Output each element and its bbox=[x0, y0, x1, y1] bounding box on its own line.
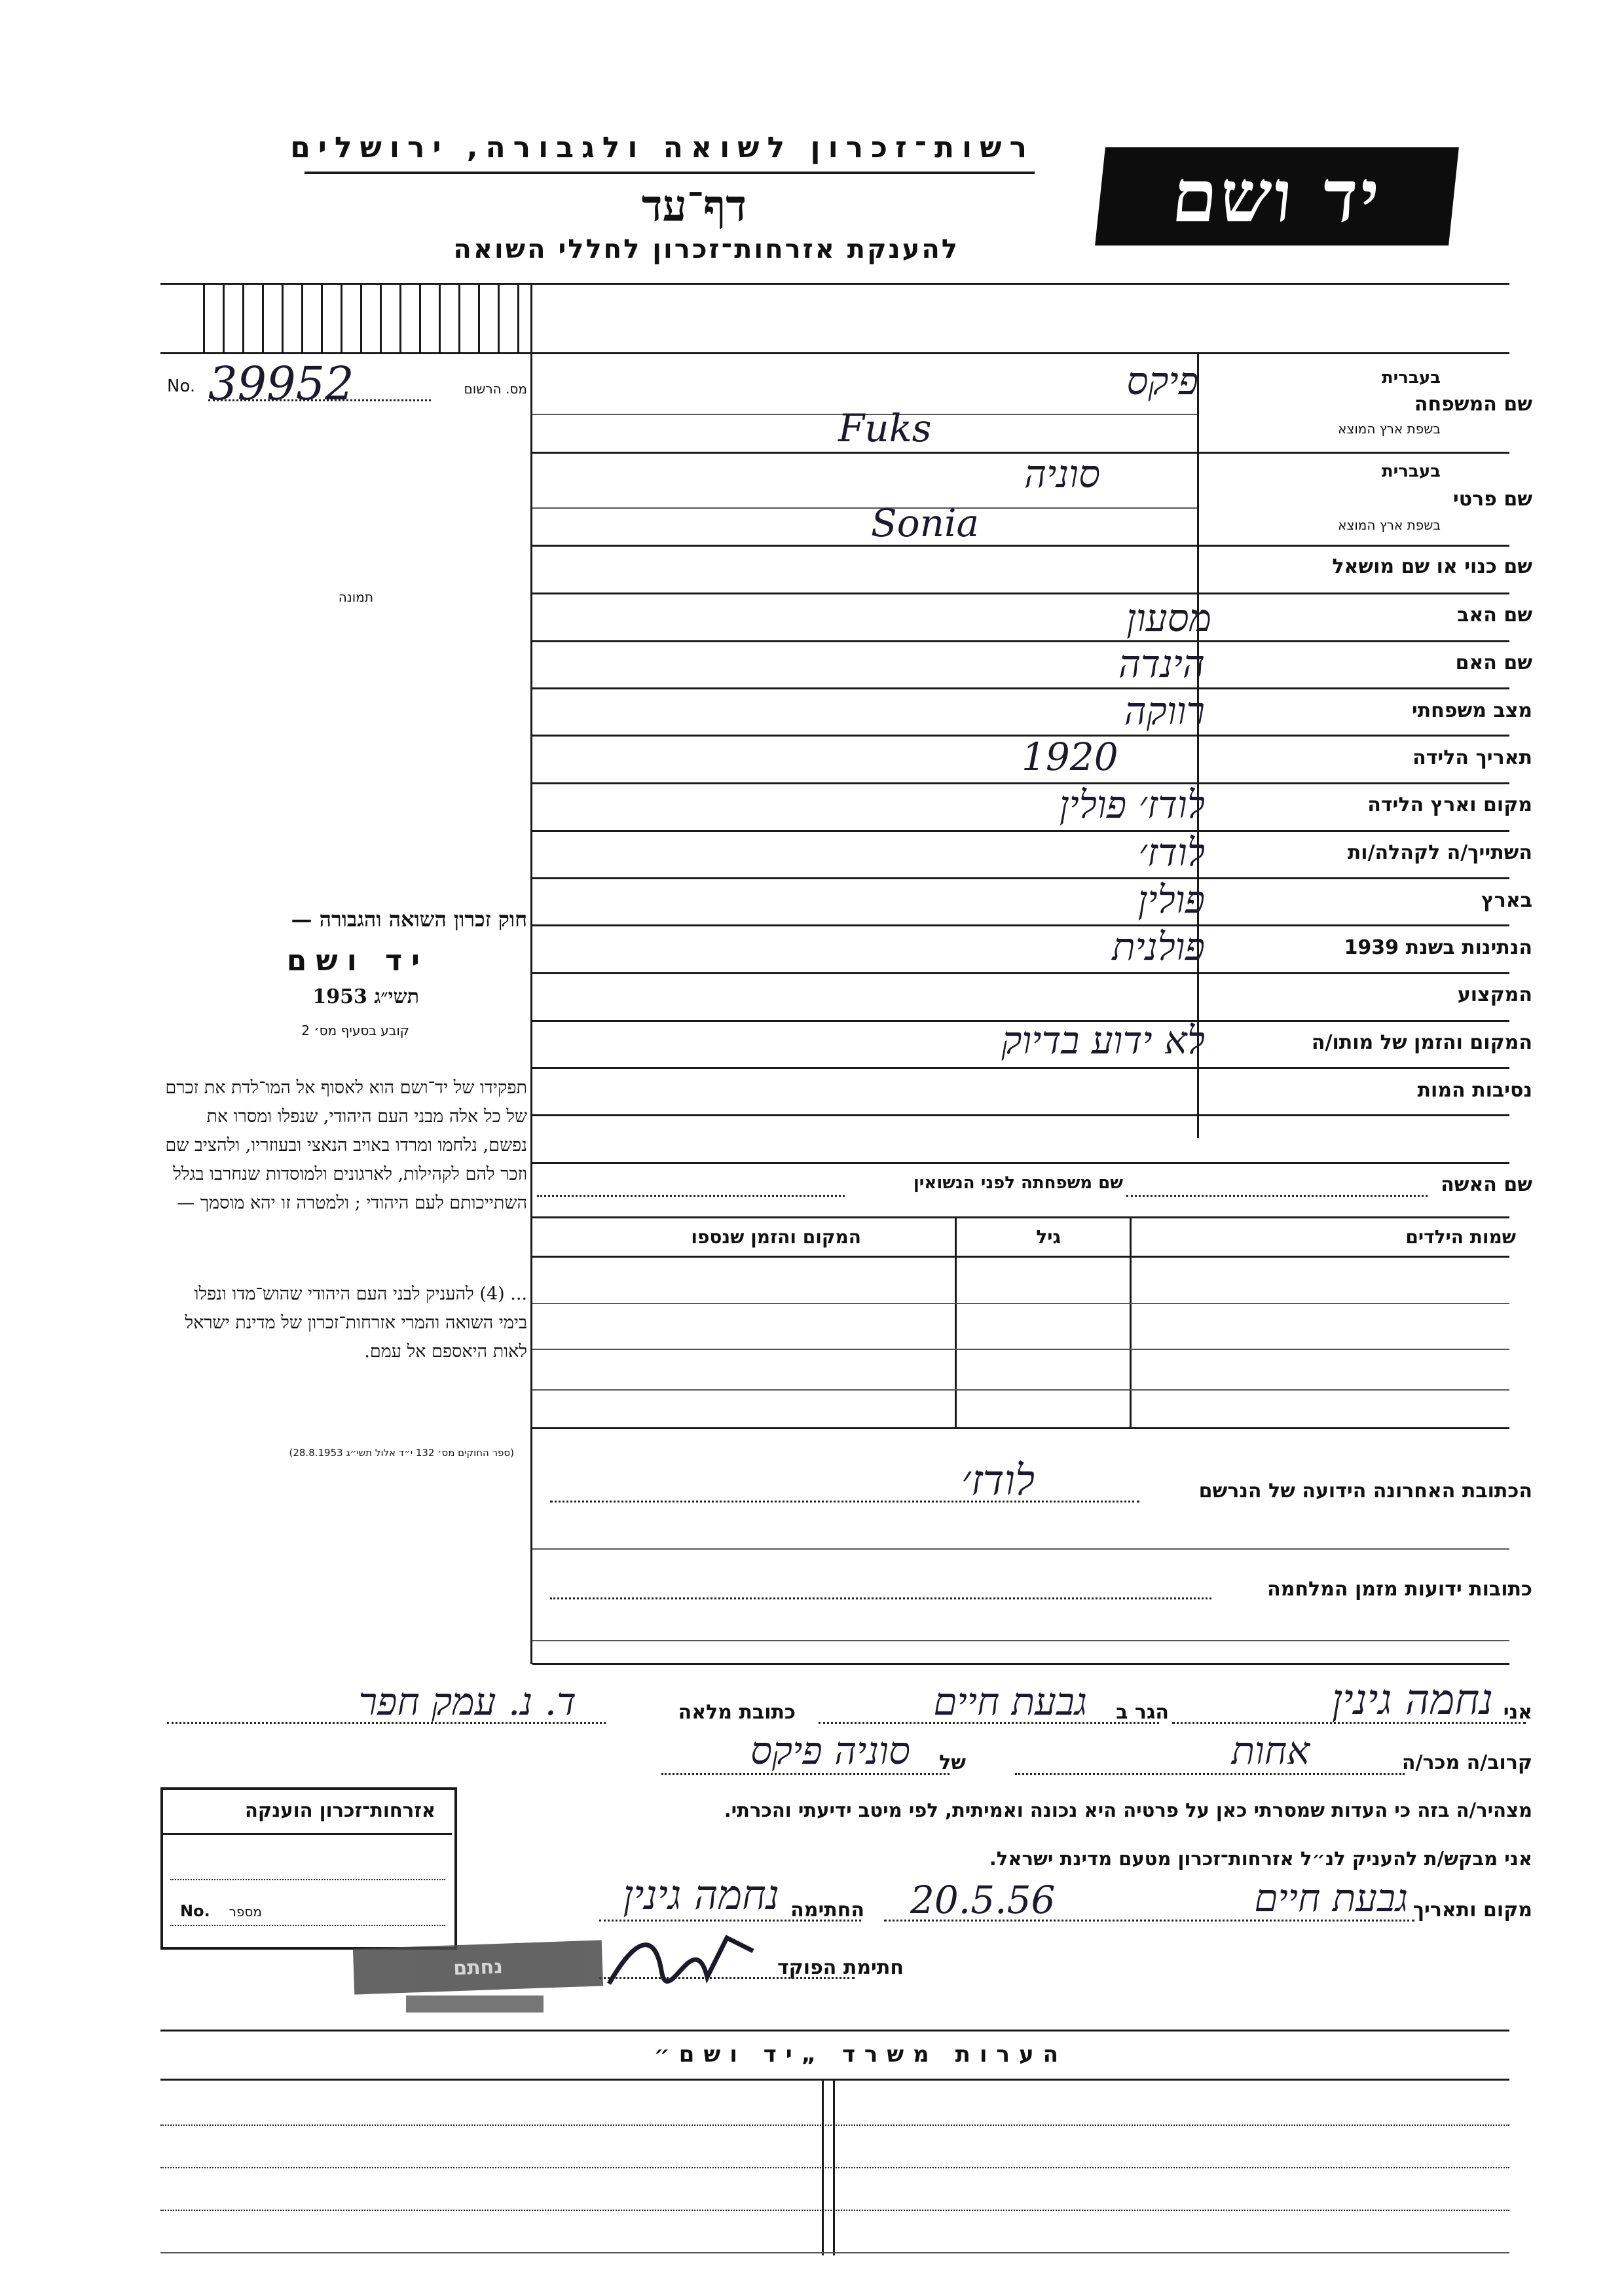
strip-box-line bbox=[341, 283, 342, 352]
citizenship-box-dotline bbox=[170, 1925, 445, 1926]
wife-label: שם האשה bbox=[1441, 1173, 1532, 1196]
row-line bbox=[532, 735, 1509, 737]
date-value: 20.5.56 bbox=[910, 1878, 1056, 1922]
address-line bbox=[532, 1640, 1509, 1641]
children-row-line bbox=[532, 1303, 1509, 1304]
death-value: לא ידוע בדיוק bbox=[1001, 1018, 1205, 1063]
photo-label: תמונה bbox=[338, 589, 373, 605]
first-origin-label: בשפת ארץ המוצא bbox=[1338, 517, 1441, 533]
stamp-text: נחתם bbox=[452, 1955, 504, 1980]
last-address-value: לודז׳ bbox=[961, 1457, 1035, 1505]
row-line bbox=[532, 640, 1509, 642]
children-header-line bbox=[532, 1256, 1509, 1258]
row-line bbox=[532, 592, 1509, 594]
maiden-label: שם משפחתה לפני הנשואין bbox=[913, 1173, 1123, 1193]
org-line: רשות־זכרון לשואה ולגבורה, ירושלים bbox=[290, 131, 1035, 164]
declarant-name: נחמה גינין bbox=[1331, 1676, 1493, 1724]
children-row-line bbox=[532, 1349, 1509, 1350]
children-row-line bbox=[532, 1389, 1509, 1391]
notes-dotline bbox=[160, 2167, 1509, 2168]
marital-label: מצב משפחתי bbox=[1411, 699, 1532, 722]
reg-dotline bbox=[208, 399, 431, 401]
law-year: תשי״ג 1953 bbox=[312, 985, 419, 1008]
relative-label: קרוב/ה מכר/ה bbox=[1401, 1751, 1532, 1774]
notes-line bbox=[160, 2079, 1509, 2081]
death-cause-label: נסיבות המות bbox=[1417, 1079, 1532, 1102]
registration-number: 39952 bbox=[208, 357, 354, 410]
strip-box-line bbox=[360, 283, 362, 352]
death-label: המקום והזמן של מותו/ה bbox=[1311, 1031, 1532, 1054]
strip-box-line bbox=[262, 283, 264, 352]
officer-signature-mark bbox=[596, 1912, 766, 2003]
law-name: יד ושם bbox=[286, 944, 429, 977]
row-line bbox=[532, 1067, 1509, 1069]
row-line bbox=[532, 452, 1509, 454]
row-line bbox=[532, 830, 1509, 832]
children-header-place: המקום והזמן שנספו bbox=[691, 1226, 861, 1248]
citizenship-box-dotline bbox=[170, 1879, 445, 1880]
strip-box-line bbox=[282, 283, 284, 352]
law-paragraph-2: ... (4) להעניק לבני העם היהודי שהוש־מדו ונפלו בימי השואה והמרי אזרחות־זכרון של מדינת ישראל לאות היאספם אל עמם. bbox=[185, 1284, 527, 1362]
strip-box-line bbox=[498, 283, 500, 352]
birth-date-value: 1920 bbox=[1022, 735, 1118, 779]
full-address-label: כתובת מלאה bbox=[678, 1701, 796, 1724]
row-line bbox=[532, 972, 1509, 974]
org-line-underline bbox=[304, 172, 1035, 174]
strip-box-line bbox=[380, 283, 382, 352]
reg-label: מס. הרשום bbox=[464, 381, 527, 397]
strip-box-line bbox=[478, 283, 480, 352]
first-hebrew-label: בעברית bbox=[1381, 462, 1441, 481]
address-line bbox=[532, 1548, 1509, 1550]
signature-label: החתימה bbox=[790, 1899, 864, 1922]
relative-value: אחות bbox=[1231, 1728, 1310, 1773]
full-address-value: ד. נ. עמק חפר bbox=[358, 1679, 576, 1724]
mother-value: הינדה bbox=[1118, 642, 1205, 686]
first-name-label: שם פרטי bbox=[1452, 488, 1532, 511]
of-label: של bbox=[939, 1751, 966, 1774]
law-clause: קובע בסעיף מס׳ 2 bbox=[301, 1023, 409, 1038]
maiden-dotline bbox=[537, 1195, 845, 1197]
declaration-top bbox=[532, 1663, 1509, 1665]
notes-top-line bbox=[160, 2030, 1509, 2032]
birth-place-value: לודז׳ פולין bbox=[1059, 782, 1205, 827]
citizenship-label: הנתינות בשנת 1939 bbox=[1344, 936, 1532, 959]
mother-label: שם האם bbox=[1455, 651, 1532, 674]
father-value: מסעון bbox=[1126, 596, 1211, 640]
citizenship-value: פולנית bbox=[1112, 924, 1205, 969]
marital-value: רווקה bbox=[1124, 689, 1205, 733]
birth-date-label: תאריך הלידה bbox=[1412, 746, 1532, 769]
community-value: לודז׳ bbox=[1138, 830, 1205, 875]
relative-dotline bbox=[1015, 1773, 1405, 1775]
wartime-label: כתובות ידועות מזמן המלחמה bbox=[1267, 1578, 1532, 1601]
office-notes-label: הערות משרד „יד ושם״ bbox=[654, 2041, 1067, 2068]
citizenship-box-title: אזרחות־זכרון הוענקה bbox=[244, 1799, 435, 1821]
strip-box-line bbox=[439, 283, 441, 352]
notes-dotline bbox=[160, 2124, 1509, 2126]
reg-no-label: No. bbox=[167, 376, 196, 396]
family-name-origin: Fuks bbox=[838, 406, 932, 450]
form-subtitle: להענקת אזרחות־זכרון לחללי השואה bbox=[453, 234, 959, 264]
strip-box-line bbox=[223, 283, 225, 352]
law-source: (ספר החוקים מס׳ 132 י״ד אלול תשי״ג 28.8.1953) bbox=[289, 1447, 514, 1459]
law-title: חוק זכרון השואה והגבורה — bbox=[291, 907, 527, 932]
wife-dotline bbox=[1126, 1195, 1428, 1197]
strip-box-line bbox=[517, 283, 519, 352]
of-dotline bbox=[661, 1773, 950, 1775]
profession-label: המקצוע bbox=[1457, 983, 1532, 1006]
strip-box-line bbox=[321, 283, 323, 352]
stamp-mark-2 bbox=[406, 1995, 544, 2013]
row-line bbox=[532, 687, 1509, 689]
citizenship-box-number-label: מספר bbox=[229, 1904, 262, 1920]
family-origin-label: בשפת ארץ המוצא bbox=[1338, 421, 1441, 437]
first-name-hebrew: סוניה bbox=[1024, 452, 1100, 496]
lives-label: הגר ב bbox=[1116, 1701, 1169, 1724]
strip-box-line bbox=[203, 283, 205, 352]
row-line bbox=[532, 1162, 1509, 1164]
place-date-label: מקום ותאריך bbox=[1412, 1899, 1532, 1922]
signature-value: נחמה גינין bbox=[623, 1871, 779, 1919]
top-border bbox=[160, 283, 1509, 285]
strip-box-line bbox=[419, 283, 421, 352]
first-name-origin: Sonia bbox=[871, 501, 980, 545]
declaration-text: מצהיר/ה בזה כי העדות שמסרתי כאן על פרטיה היא נכונה ואמיתית, לפי מיטב ידיעתי והכרתי. bbox=[724, 1799, 1532, 1821]
children-col-line bbox=[955, 1216, 957, 1427]
row-line bbox=[532, 507, 1197, 509]
children-header-age: גיל bbox=[1036, 1226, 1061, 1248]
family-hebrew-label: בעברית bbox=[1381, 368, 1441, 388]
citizenship-box-no: No. bbox=[180, 1902, 210, 1920]
request-text: אני מבקש/ת להעניק לנ״ל אזרחות־זכרון מטעם מדינת ישראל. bbox=[989, 1848, 1532, 1870]
country-label: בארץ bbox=[1481, 889, 1532, 912]
children-col-line bbox=[1130, 1216, 1132, 1427]
family-name-label: שם המשפחה bbox=[1414, 393, 1532, 416]
strip-box-line bbox=[458, 283, 460, 352]
notes-dotline bbox=[160, 2210, 1509, 2211]
father-label: שם האב bbox=[1457, 604, 1532, 627]
community-label: השתייך/ה לקהלה/ות bbox=[1347, 841, 1532, 864]
declarant-i-label: אני bbox=[1503, 1701, 1532, 1724]
citizenship-box-line bbox=[163, 1833, 452, 1835]
strip-box-line bbox=[399, 283, 401, 352]
wartime-dotline bbox=[550, 1597, 1211, 1599]
children-header-names: שמות הילדים bbox=[1405, 1226, 1516, 1248]
row-line bbox=[532, 924, 1509, 926]
country-value: פולין bbox=[1137, 877, 1205, 922]
yad-vashem-logo bbox=[1095, 147, 1459, 246]
children-bottom bbox=[532, 1427, 1509, 1429]
logo-text: יד ושם bbox=[1168, 154, 1386, 238]
notes-bottom-line bbox=[160, 2252, 1509, 2253]
row-line bbox=[532, 545, 1509, 547]
row-line bbox=[532, 877, 1509, 879]
birth-place-label: מקום וארץ הלידה bbox=[1367, 793, 1532, 816]
last-address-dotline bbox=[550, 1501, 1139, 1503]
children-top bbox=[532, 1216, 1509, 1218]
stamp-mark bbox=[353, 1940, 603, 1994]
last-address-label: הכתובת האחרונה הידועה של הנרשם bbox=[1198, 1480, 1532, 1503]
lives-value: גבעת חיים bbox=[933, 1679, 1087, 1724]
officer-sig-label: חתימת הפוקד bbox=[777, 1956, 904, 1979]
row-line bbox=[532, 1114, 1509, 1116]
form-title: דף־עד bbox=[641, 180, 747, 231]
family-name-hebrew: פיקס bbox=[1126, 359, 1198, 403]
strip-bottom bbox=[160, 352, 1509, 354]
place-value: גבעת חיים bbox=[1254, 1876, 1408, 1920]
row-line bbox=[532, 782, 1509, 784]
nickname-label: שם כנוי או שם מושאל bbox=[1332, 555, 1532, 578]
strip-box-line bbox=[301, 283, 303, 352]
strip-box-line bbox=[242, 283, 244, 352]
of-value: סוניה פיקס bbox=[750, 1728, 910, 1773]
law-paragraph-1: תפקידו של יד־ושם הוא לאסוף אל המו־לדת את זכרם של כל אלה מבני העם היהודי, שנפלו ומסרו את נפשם, נלחמו ומרדו באויב הנאצי ובעוזריו, ולהציב שם וזכר להם לקהילות, לארגונים ולמוסדות שנחרבו בגלל השתייכותם לעם היהודי ; ולמטרה זו יהא מוסמך — bbox=[165, 1078, 527, 1213]
